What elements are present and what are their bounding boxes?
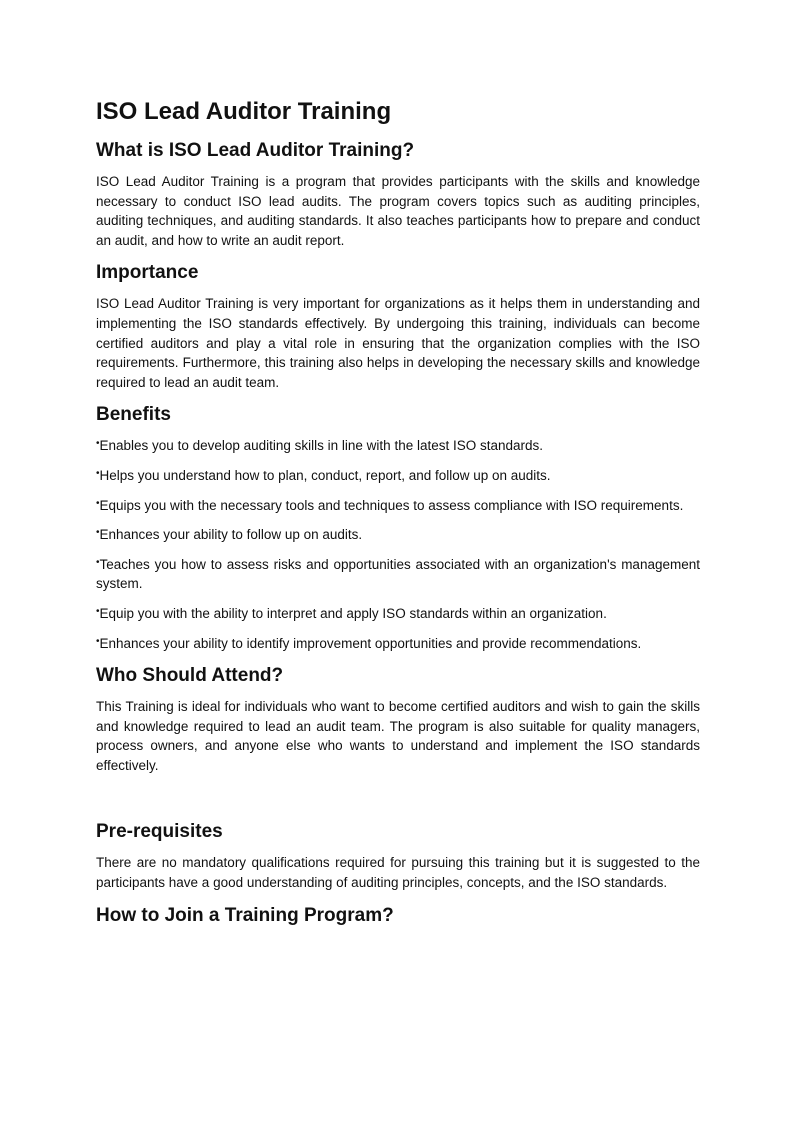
paragraph-who-should-attend: This Training is ideal for individuals who want to become certified auditors and wish to gain the skills and knowledge required to lead an audit team. The program is also suitable for quality managers, process owners, and anyone else who wants to understand and implement the ISO standards effectively. bbox=[96, 699, 700, 773]
paragraph-what: ISO Lead Auditor Training is a program that provides participants with the skills and knowledge necessary to conduct ISO lead audits. The program covers topics such as auditing principles, auditing techniques, and auditing standards. It also teaches participants how to prepare and conduct an audit, and how to write an audit report. bbox=[96, 174, 700, 248]
heading-what: What is ISO Lead Auditor Training? bbox=[96, 140, 415, 161]
list-item: •Equips you with the necessary tools and techniques to assess compliance with ISO requirements. bbox=[96, 497, 684, 513]
list-item: •Equip you with the ability to interpret and apply ISO standards within an organization. bbox=[96, 605, 607, 621]
document-page bbox=[96, 96, 700, 937]
bullet-icon: • bbox=[96, 467, 100, 479]
list-item: •Teaches you how to assess risks and opportunities associated with an organization's management system. bbox=[96, 556, 700, 592]
spacer bbox=[96, 785, 700, 819]
list-item: •Enables you to develop auditing skills in line with the latest ISO standards. bbox=[96, 438, 544, 454]
heading-importance: Importance bbox=[96, 262, 199, 284]
heading-how-to-join: How to Join a Training Program? bbox=[96, 904, 394, 926]
bullet-icon: • bbox=[96, 497, 100, 509]
list-item: •Enhances your ability to identify improvement opportunities and provide recommendations. bbox=[96, 635, 642, 651]
paragraph-importance: ISO Lead Auditor Training is very important for organizations as it helps them in understanding and implementing the ISO standards effectively. By undergoing this training, individuals can become certified auditors and play a vital role in ensuring that the organization complies with the ISO requirements. Furthermore, this training also helps in developing the necessary skills and knowledge required to lead an audit team. bbox=[96, 296, 700, 390]
heading-benefits: Benefits bbox=[96, 404, 171, 426]
bullet-icon: • bbox=[96, 527, 100, 539]
bullet-icon: • bbox=[96, 635, 100, 647]
list-item: •Helps you understand how to plan, conduct, report, and follow up on audits. bbox=[96, 467, 551, 483]
document-title: ISO Lead Auditor Training bbox=[96, 98, 392, 125]
bullet-icon: • bbox=[96, 605, 100, 617]
list-item: •Enhances your ability to follow up on audits. bbox=[96, 527, 363, 543]
benefits-list bbox=[96, 436, 700, 653]
bullet-icon: • bbox=[96, 438, 100, 450]
heading-prerequisites: Pre-requisites bbox=[96, 821, 223, 843]
heading-who-should-attend: Who Should Attend? bbox=[96, 665, 284, 687]
paragraph-prerequisites: There are no mandatory qualifications required for pursuing this training but it is suggested to the participants have a good understanding of auditing principles, concepts, and the ISO standards. bbox=[96, 855, 700, 891]
bullet-icon: • bbox=[96, 556, 100, 568]
